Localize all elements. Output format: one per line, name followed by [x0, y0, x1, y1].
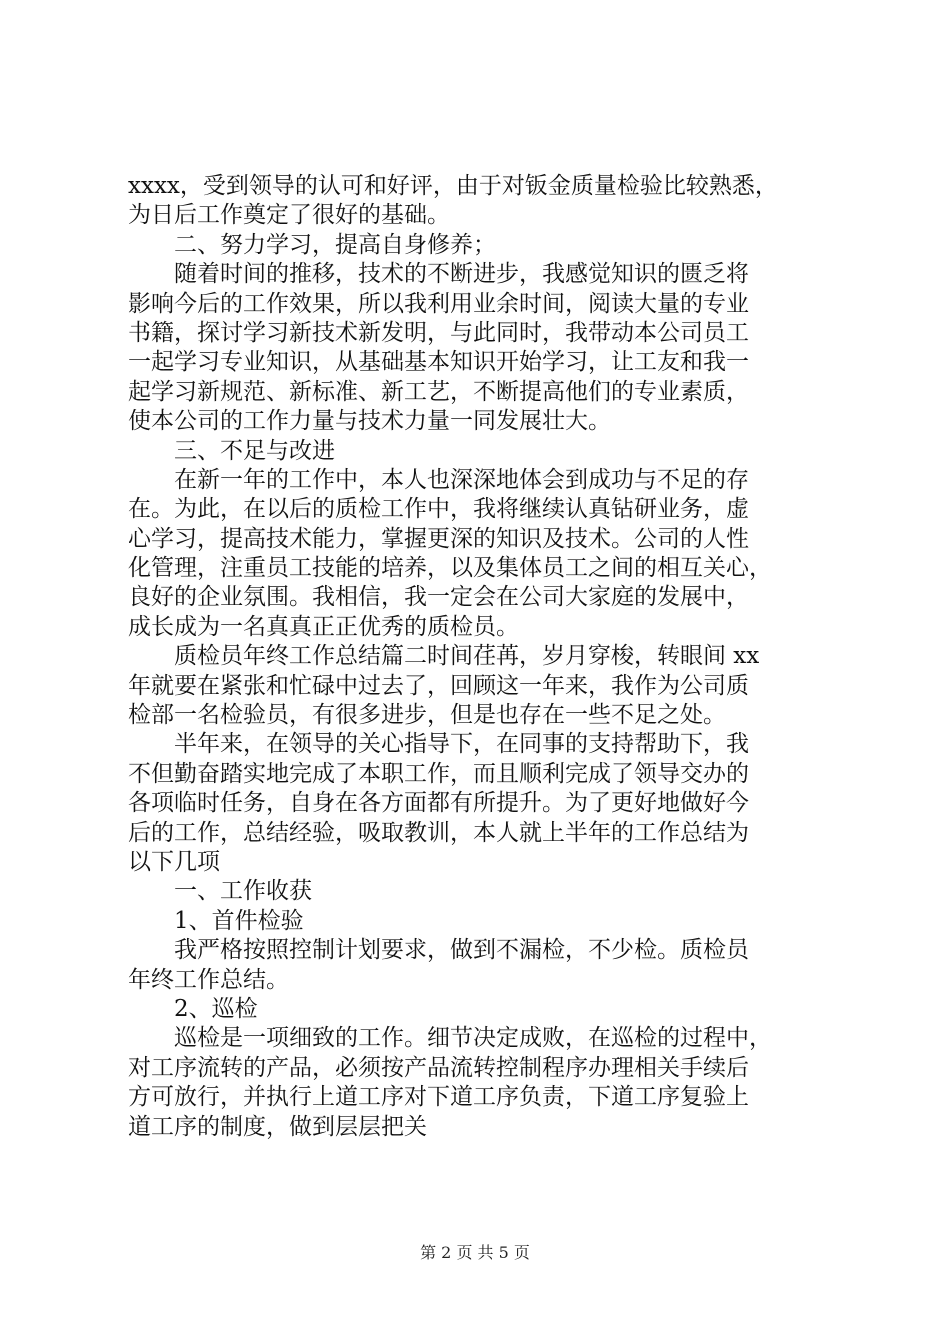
text-line: 影响今后的工作效果，所以我利用业余时间，阅读大量的专业 [128, 290, 749, 317]
text-line: 良好的企业氛围。我相信，我一定会在公司大家庭的发展中， [128, 584, 749, 611]
text-line: 质检员年终工作总结篇二时间荏苒，岁月穿梭，转眼间 xx [174, 643, 760, 670]
text-line: 不但勤奋踏实地完成了本职工作，而且顺利完成了领导交办的 [128, 760, 749, 787]
text-line: 方可放行，并执行上道工序对下道工序负责，下道工序复验上 [128, 1084, 749, 1111]
text-line: 使本公司的工作力量与技术力量一同发展壮大。 [128, 408, 611, 435]
text-line: 2、巡检 [174, 995, 258, 1022]
text-line: 以下几项 [128, 848, 220, 875]
text-line: 在。为此，在以后的质检工作中，我将继续认真钻研业务，虚 [128, 496, 749, 523]
text-line: 为日后工作奠定了很好的基础。 [128, 202, 450, 229]
text-line: 半年来，在领导的关心指导下，在同事的支持帮助下，我 [174, 731, 749, 758]
text-line: 化管理，注重员工技能的培养，以及集体员工之间的相互关心， [128, 555, 772, 582]
text-line: 一、工作收获 [174, 878, 312, 905]
text-line: 心学习，提高技术能力，掌握更深的知识及技术。公司的人性 [128, 525, 749, 552]
text-line: 巡检是一项细致的工作。细节决定成败，在巡检的过程中， [174, 1025, 772, 1052]
text-line: 1、首件检验 [174, 907, 304, 934]
text-line: 道工序的制度，做到层层把关 [128, 1113, 427, 1140]
text-line: 我严格按照控制计划要求，做到不漏检，不少检。质检员 [174, 937, 749, 964]
text-line: 三、不足与改进 [174, 437, 335, 464]
text-line: 一起学习专业知识，从基础基本知识开始学习，让工友和我一 [128, 349, 749, 376]
text-line: 年终工作总结。 [128, 966, 289, 993]
text-line: 二、努力学习，提高自身修养； [174, 231, 496, 258]
text-line: 在新一年的工作中，本人也深深地体会到成功与不足的存 [174, 466, 749, 493]
text-line: 年就要在紧张和忙碌中过去了，回顾这一年来，我作为公司质 [128, 672, 749, 699]
text-line: 对工序流转的产品，必须按产品流转控制程序办理相关手续后 [128, 1054, 749, 1081]
text-line: 各项临时任务，自身在各方面都有所提升。为了更好地做好今 [128, 790, 749, 817]
page-footer: 第 2 页 共 5 页 [420, 1243, 530, 1262]
document-body [128, 172, 833, 1142]
text-line: 书籍，探讨学习新技术新发明，与此同时，我带动本公司员工 [128, 319, 749, 346]
text-line: 起学习新规范、新标准、新工艺，不断提高他们的专业素质， [128, 378, 749, 405]
text-line: 后的工作，总结经验，吸取教训，本人就上半年的工作总结为 [128, 819, 749, 846]
text-line: 成长成为一名真真正正优秀的质检员。 [128, 613, 519, 640]
text-line: 检部一名检验员，有很多进步，但是也存在一些不足之处。 [128, 702, 726, 729]
text-line: 随着时间的推移，技术的不断进步，我感觉知识的匮乏将 [174, 261, 749, 288]
text-line: xxxx，受到领导的认可和好评，由于对钣金质量检验比较熟悉， [128, 173, 778, 199]
